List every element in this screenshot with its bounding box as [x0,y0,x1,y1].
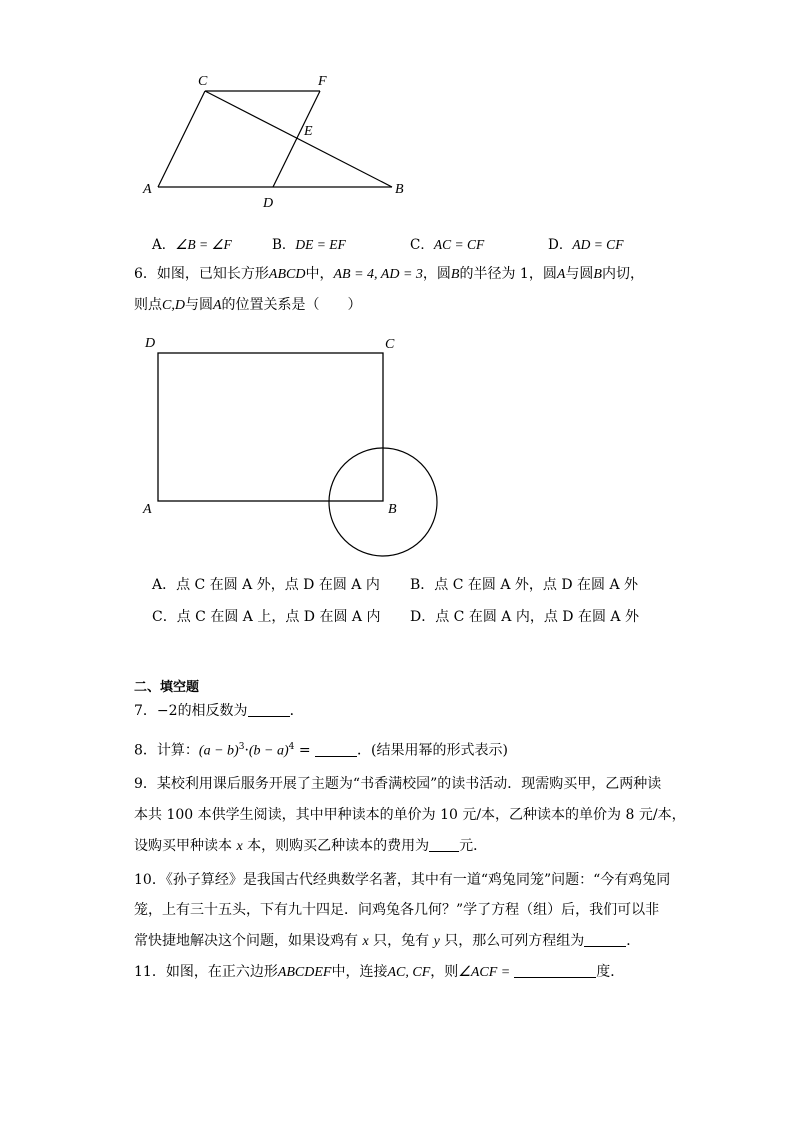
q9-line3: 设购买甲种读本 x 本，则购买乙种读本的费用为 元． [134,838,488,854]
point-label-b: B [388,502,397,517]
q8: 8．计算：$(a - b)^3\cdot(b - a)^4$ = ．(结果用幂的形式表示) [134,742,508,759]
q6-option-d[interactable]: D．点 C 在圆 A 内，点 D 在圆 A 外 [410,609,639,625]
q10-answer-blank[interactable] [584,932,626,947]
point-label-b: B [395,182,404,197]
q9-answer-blank[interactable] [429,837,459,852]
q9-line1: 9．某校利用课后服务开展了主题为“书香满校园”的读书活动．现需购买甲，乙两种读 [134,776,662,792]
section-title: 二、填空题 [134,680,200,695]
q6-option-c[interactable]: C．点 C 在圆 A 上，点 D 在圆 A 内 [152,609,381,625]
q6-stem-line2: 则点C,D与圆A的位置关系是（ ） [134,297,362,313]
q6-option-b[interactable]: B．点 C 在圆 A 外，点 D 在圆 A 外 [410,577,639,593]
q10-line2: 笼，上有三十五头，下有九十四足．问鸡兔各几何？”学了方程（组）后，我们可以非 [134,902,660,918]
segment-ac [158,91,205,187]
q10-line1: 10．《孙子算经》是我国古代经典数学名著，其中有一道“鸡兔同笼”问题：“今有鸡兔同 [134,872,671,888]
point-label-d: D [145,336,156,351]
q5-option-c[interactable]: C．AC = CF [410,237,485,253]
segment-df [273,91,320,187]
q5-option-d[interactable]: D．AD = CF [548,237,624,253]
q9-line2: 本共 100 本供学生阅读，其中甲种读本的单价为 10 元/本，乙种读本的单价为 8 元/本， [134,807,686,823]
q6-option-a[interactable]: A．点 C 在圆 A 外，点 D 在圆 A 内 [152,577,380,593]
q11: 11．如图，在正六边形ABCDEF中，连接AC, CF，则∠ACF = 度． [134,964,625,980]
rectangle-abcd [158,353,383,501]
point-label-a: A [143,182,152,197]
q5-option-b[interactable]: B．DE = EF [272,237,346,253]
point-label-f: F [318,74,327,89]
figure-1 [0,0,794,230]
point-label-c: C [198,74,208,89]
q6-stem-line1: 6．如图，已知长方形ABCD中，AB = 4, AD = 3，圆B的半径为 1，圆A与圆B内切， [134,266,644,282]
q10-line3: 常快捷地解决这个问题，如果设鸡有 x 只，兔有 y 只，那么可列方程组为 ． [134,933,641,949]
figure-2 [0,330,794,565]
point-label-c: C [385,337,395,352]
segment-cb [205,91,392,187]
q11-answer-blank[interactable] [514,963,596,978]
q7-answer-blank[interactable] [248,702,290,717]
q5-option-a[interactable]: A．∠B = ∠F [152,237,232,253]
point-label-a: A [143,502,152,517]
point-label-d: D [263,196,274,211]
point-label-e: E [304,124,313,139]
q7: 7．−2的相反数为 ． [134,703,304,719]
q8-answer-blank[interactable] [315,742,357,757]
